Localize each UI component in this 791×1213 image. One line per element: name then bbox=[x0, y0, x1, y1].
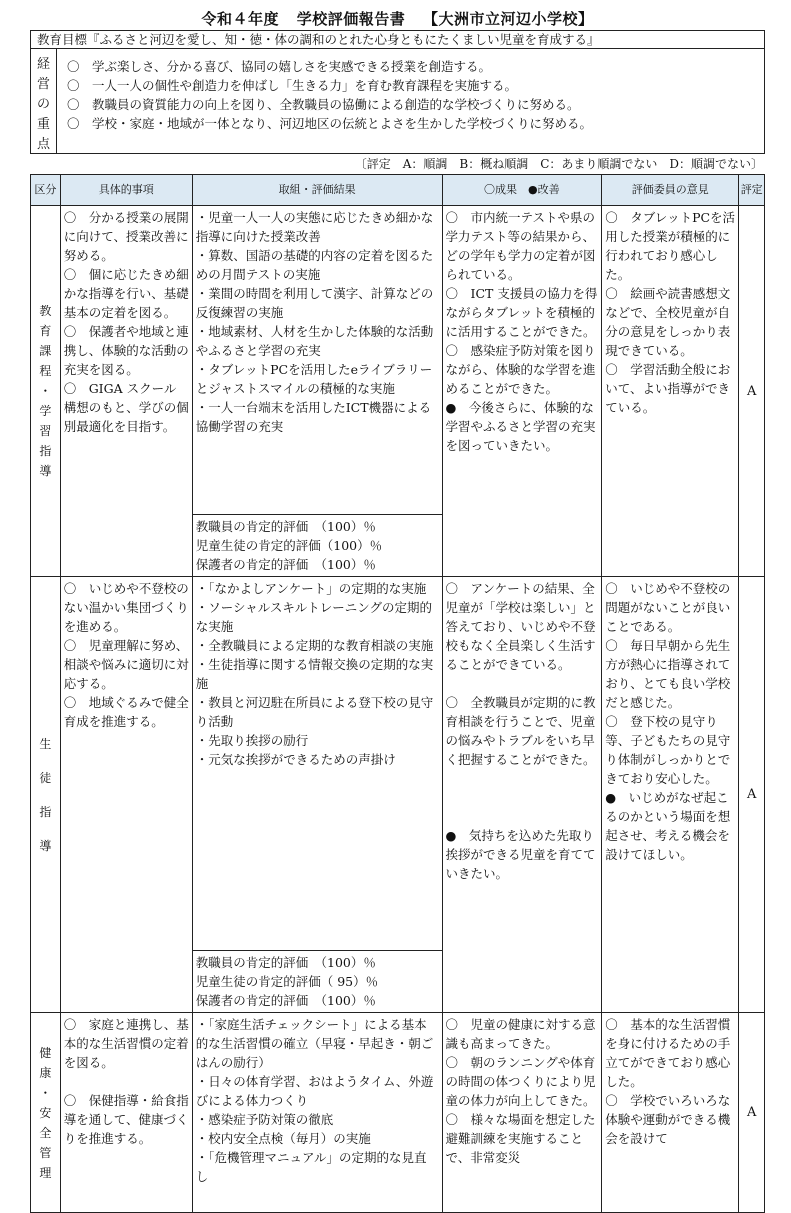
policy-item: 〇 学ぶ楽しさ、分かる喜び、協同の嬉しさを実感できる授業を創造する。 bbox=[67, 59, 492, 74]
item-text: 〇 分かる授業の展開に向けて、授業改善に努める。 bbox=[63, 210, 189, 263]
action-text: ・業間の時間を利用して漢字、計算などの反復練習の実施 bbox=[195, 286, 434, 320]
policy-label-char: 営 bbox=[36, 77, 50, 92]
header-actions: 取組・評価結果 bbox=[192, 175, 442, 206]
table-header-row bbox=[31, 175, 765, 206]
category-char: 習 bbox=[39, 424, 52, 438]
report-school: 【大洲市立河辺小学校】 bbox=[422, 10, 594, 28]
action-text: ・全教職員による定期的な教育相談の実施 bbox=[195, 638, 434, 653]
action-text: ・地域素材、人材を生かした体験的な活動やふるさと学習の充実 bbox=[195, 324, 434, 358]
positive-evaluations bbox=[193, 950, 442, 1012]
result-text: 〇 市内統一テストや県の学力テスト等の結果から、どの学年も学力の定着が図られている。 bbox=[445, 210, 596, 282]
rating-cell: A bbox=[739, 206, 765, 577]
committee-cell bbox=[602, 206, 739, 577]
policy-label-char: 重 bbox=[36, 117, 50, 132]
report-title bbox=[30, 8, 765, 30]
action-text: ・「危機管理マニュアル」の定期的な見直し bbox=[195, 1150, 427, 1184]
items-cell bbox=[60, 1013, 192, 1213]
action-text: ・児童一人一人の実態に応じたきめ細かな指導に向けた授業改善 bbox=[195, 210, 434, 244]
item-text: 〇 GIGA スクール構想のもと、学びの個別最適化を目指す。 bbox=[63, 381, 189, 434]
item-text: 〇 個に応じたきめ細かな指導を行い、基礎基本の定着を図る。 bbox=[63, 267, 189, 320]
rating-cell: A bbox=[739, 1013, 765, 1213]
result-text: 〇 様々な場面を想定した避難訓練を実施することで、非常変災 bbox=[445, 1112, 596, 1165]
category-char: 程 bbox=[39, 364, 52, 378]
actions-cell bbox=[192, 206, 442, 577]
actions-cell bbox=[192, 577, 442, 1013]
management-policy bbox=[30, 49, 765, 154]
result-text: 〇 朝のランニングや体育の時間の体つくりにより児童の体力が向上してきた。 bbox=[445, 1055, 596, 1108]
committee-cell bbox=[602, 577, 739, 1013]
policy-items bbox=[57, 49, 764, 153]
category-cell bbox=[31, 577, 61, 1013]
evaluation-table bbox=[30, 174, 765, 1213]
action-text: ・タブレットPCを活用したeライブラリーとジャストスマイルの積極的な実施 bbox=[195, 362, 433, 396]
results-cell bbox=[442, 577, 602, 1013]
header-items: 具体的事項 bbox=[60, 175, 192, 206]
results-cell bbox=[442, 206, 602, 577]
evaluation-text: 保護者の肯定的評価 （100）％ bbox=[195, 557, 376, 572]
committee-text: ● いじめがなぜ起こるのかという場面を想起させ、考える機会を設けてほしい。 bbox=[605, 790, 731, 862]
category-cell bbox=[31, 206, 61, 577]
items-cell bbox=[60, 577, 192, 1013]
item-text: 〇 いじめや不登校のない温かい集団づくりを進める。 bbox=[63, 581, 189, 634]
category-char: 育 bbox=[39, 324, 52, 338]
category-cell bbox=[31, 1013, 61, 1213]
evaluation-text: 保護者の肯定的評価 （100）％ bbox=[195, 993, 376, 1008]
category-char: 管 bbox=[39, 1145, 52, 1160]
report-year: 令和４年度 bbox=[201, 10, 279, 28]
policy-item: 〇 学校・家庭・地域が一体となり、河辺地区の伝統とよさを生かした学校づくりに努める。 bbox=[67, 116, 593, 131]
header-committee: 評価委員の意見 bbox=[602, 175, 739, 206]
header-results: 〇成果 ●改善 bbox=[442, 175, 602, 206]
action-text: ・元気な挨拶ができるための声掛け bbox=[195, 752, 396, 767]
evaluation-text: 教職員の肯定的評価 （100）％ bbox=[195, 519, 376, 534]
committee-cell bbox=[602, 1013, 739, 1213]
category-char: ・ bbox=[39, 1085, 52, 1100]
rating-cell: A bbox=[739, 577, 765, 1013]
category-char: 指 bbox=[39, 444, 52, 458]
action-text: ・感染症予防対策の徹底 bbox=[195, 1112, 334, 1127]
item-text: 〇 保護者や地域と連携し、体験的な活動の充実を図る。 bbox=[63, 324, 189, 377]
committee-text: 〇 登下校の見守り等、子どもたちの見守り体制がしっかりとできており安心した。 bbox=[605, 714, 731, 786]
category-char: 安 bbox=[39, 1105, 52, 1120]
result-text: ● 今後さらに、体験的な学習やふるさと学習の充実を図っていきたい。 bbox=[445, 400, 596, 453]
result-text: 〇 アンケートの結果、全児童が「学校は楽しい」と答えており、いじめや不登校もなく全員楽しく生活することができている。 bbox=[445, 581, 596, 672]
evaluation-text: 児童生徒の肯定的評価（100）％ bbox=[195, 538, 383, 553]
rating-legend: 〔評定 A：順調 B：概ね順調 C：あまり順調でない D：順調でない〕 bbox=[354, 157, 763, 171]
category-char: 導 bbox=[39, 838, 52, 853]
category-char: 徒 bbox=[39, 770, 52, 785]
table-row bbox=[31, 206, 765, 577]
committee-text: 〇 毎日早朝から先生方が熱心に指導されており、とても良い学校だと感じた。 bbox=[605, 638, 731, 710]
action-text: ・算数、国語の基礎的内容の定着を図るための月間テストの実施 bbox=[195, 248, 434, 282]
policy-label-char: 点 bbox=[36, 137, 50, 152]
category-char: 生 bbox=[39, 736, 52, 751]
actions-cell bbox=[192, 1013, 442, 1213]
category-char: 康 bbox=[39, 1065, 52, 1080]
committee-text: 〇 学校でいろいろな体験や運動ができる機会を設けて bbox=[605, 1093, 731, 1146]
result-text: 〇 ICT 支援員の協力を得ながらタブレットを積極的に活用することができた。 bbox=[445, 286, 598, 339]
category-char: 学 bbox=[39, 404, 52, 418]
positive-evaluations bbox=[193, 514, 442, 576]
category-char: 課 bbox=[39, 344, 52, 358]
category-char: 健 bbox=[39, 1045, 52, 1060]
category-char: 指 bbox=[39, 804, 52, 819]
table-row bbox=[31, 1013, 765, 1213]
item-text: 〇 児童理解に努め、相談や悩みに適切に対応する。 bbox=[63, 638, 189, 691]
policy-label-char: の bbox=[36, 97, 50, 112]
action-text: ・ソーシャルスキルトレーニングの定期的な実施 bbox=[195, 600, 432, 634]
action-text: ・日々の体育学習、おはようタイム、外遊びによる体力つくり bbox=[195, 1074, 434, 1108]
action-text: ・教員と河辺駐在所員による登下校の見守り活動 bbox=[195, 695, 434, 729]
committee-text: 〇 学習活動全般において、よい指導ができている。 bbox=[605, 362, 731, 415]
education-goal: 教育目標『ふるさと河辺を愛し、知・徳・体の調和のとれた心身ともにたくましい児童を育成する』 bbox=[30, 30, 765, 49]
report-page bbox=[30, 8, 765, 1213]
result-text: 〇 感染症予防対策を図りながら、体験的な学習を進めることができた。 bbox=[445, 343, 596, 396]
action-text: ・校内安全点検（毎月）の実施 bbox=[195, 1131, 371, 1146]
report-doc-title: 学校評価報告書 bbox=[296, 10, 406, 28]
action-text: ・「家庭生活チェックシート」による基本的な生活習慣の確立（早寝・早起き・朝ごはんの励行） bbox=[195, 1017, 434, 1070]
category-char: ・ bbox=[39, 384, 52, 398]
category-char: 導 bbox=[39, 464, 52, 478]
item-text: 〇 地域ぐるみで健全育成を推進する。 bbox=[63, 695, 189, 729]
committee-text: 〇 いじめや不登校の問題がないことが良いことである。 bbox=[605, 581, 731, 634]
results-cell bbox=[442, 1013, 602, 1213]
result-text: ● 気持ちを込めた先取り挨拶ができる児童を育てていきたい。 bbox=[445, 828, 596, 881]
category-char: 理 bbox=[39, 1165, 52, 1180]
policy-label-char: 経 bbox=[36, 57, 50, 72]
result-text: 〇 児童の健康に対する意識も高まってきた。 bbox=[445, 1017, 596, 1051]
policy-item: 〇 教職員の資質能力の向上を図り、全教職員の協働による創造的な学校づくりに努める。 bbox=[67, 97, 580, 112]
items-cell bbox=[60, 206, 192, 577]
category-char: 教 bbox=[39, 304, 52, 318]
table-row bbox=[31, 577, 765, 1013]
action-text: ・一人一台端末を活用したICT機器による協働学習の充実 bbox=[195, 400, 432, 434]
committee-text: 〇 絵画や読書感想文などで、全校児童が自分の意見をしっかり表現できている。 bbox=[605, 286, 731, 358]
category-char: 全 bbox=[39, 1125, 52, 1140]
item-text: 〇 家庭と連携し、基本的な生活習慣の定着を図る。 bbox=[63, 1017, 189, 1070]
header-rating: 評定 bbox=[739, 175, 765, 206]
action-text: ・先取り挨拶の励行 bbox=[195, 733, 309, 748]
action-text: ・生徒指導に関する情報交換の定期的な実施 bbox=[195, 657, 434, 691]
evaluation-text: 教職員の肯定的評価 （100）％ bbox=[195, 955, 376, 970]
action-text: ・「なかよしアンケート」の定期的な実施 bbox=[195, 581, 427, 596]
policy-item: 〇 一人一人の個性や創造力を伸ばし「生きる力」を育む教育課程を実施する。 bbox=[67, 78, 518, 93]
policy-label bbox=[31, 49, 57, 153]
item-text: 〇 保健指導・給食指導を通して、健康づくりを推進する。 bbox=[63, 1093, 189, 1146]
result-text: 〇 全教職員が定期的に教育相談を行うことで、児童の悩みやトラブルをいち早く把握することができた。 bbox=[445, 695, 596, 767]
committee-text: 〇 タブレットPCを活用した授業が積極的に行われており感心した。 bbox=[605, 210, 736, 282]
header-category: 区分 bbox=[31, 175, 61, 206]
evaluation-text: 児童生徒の肯定的評価（ 95）％ bbox=[195, 974, 379, 989]
committee-text: 〇 基本的な生活習慣を身に付けるための手立てができており感心した。 bbox=[605, 1017, 731, 1089]
